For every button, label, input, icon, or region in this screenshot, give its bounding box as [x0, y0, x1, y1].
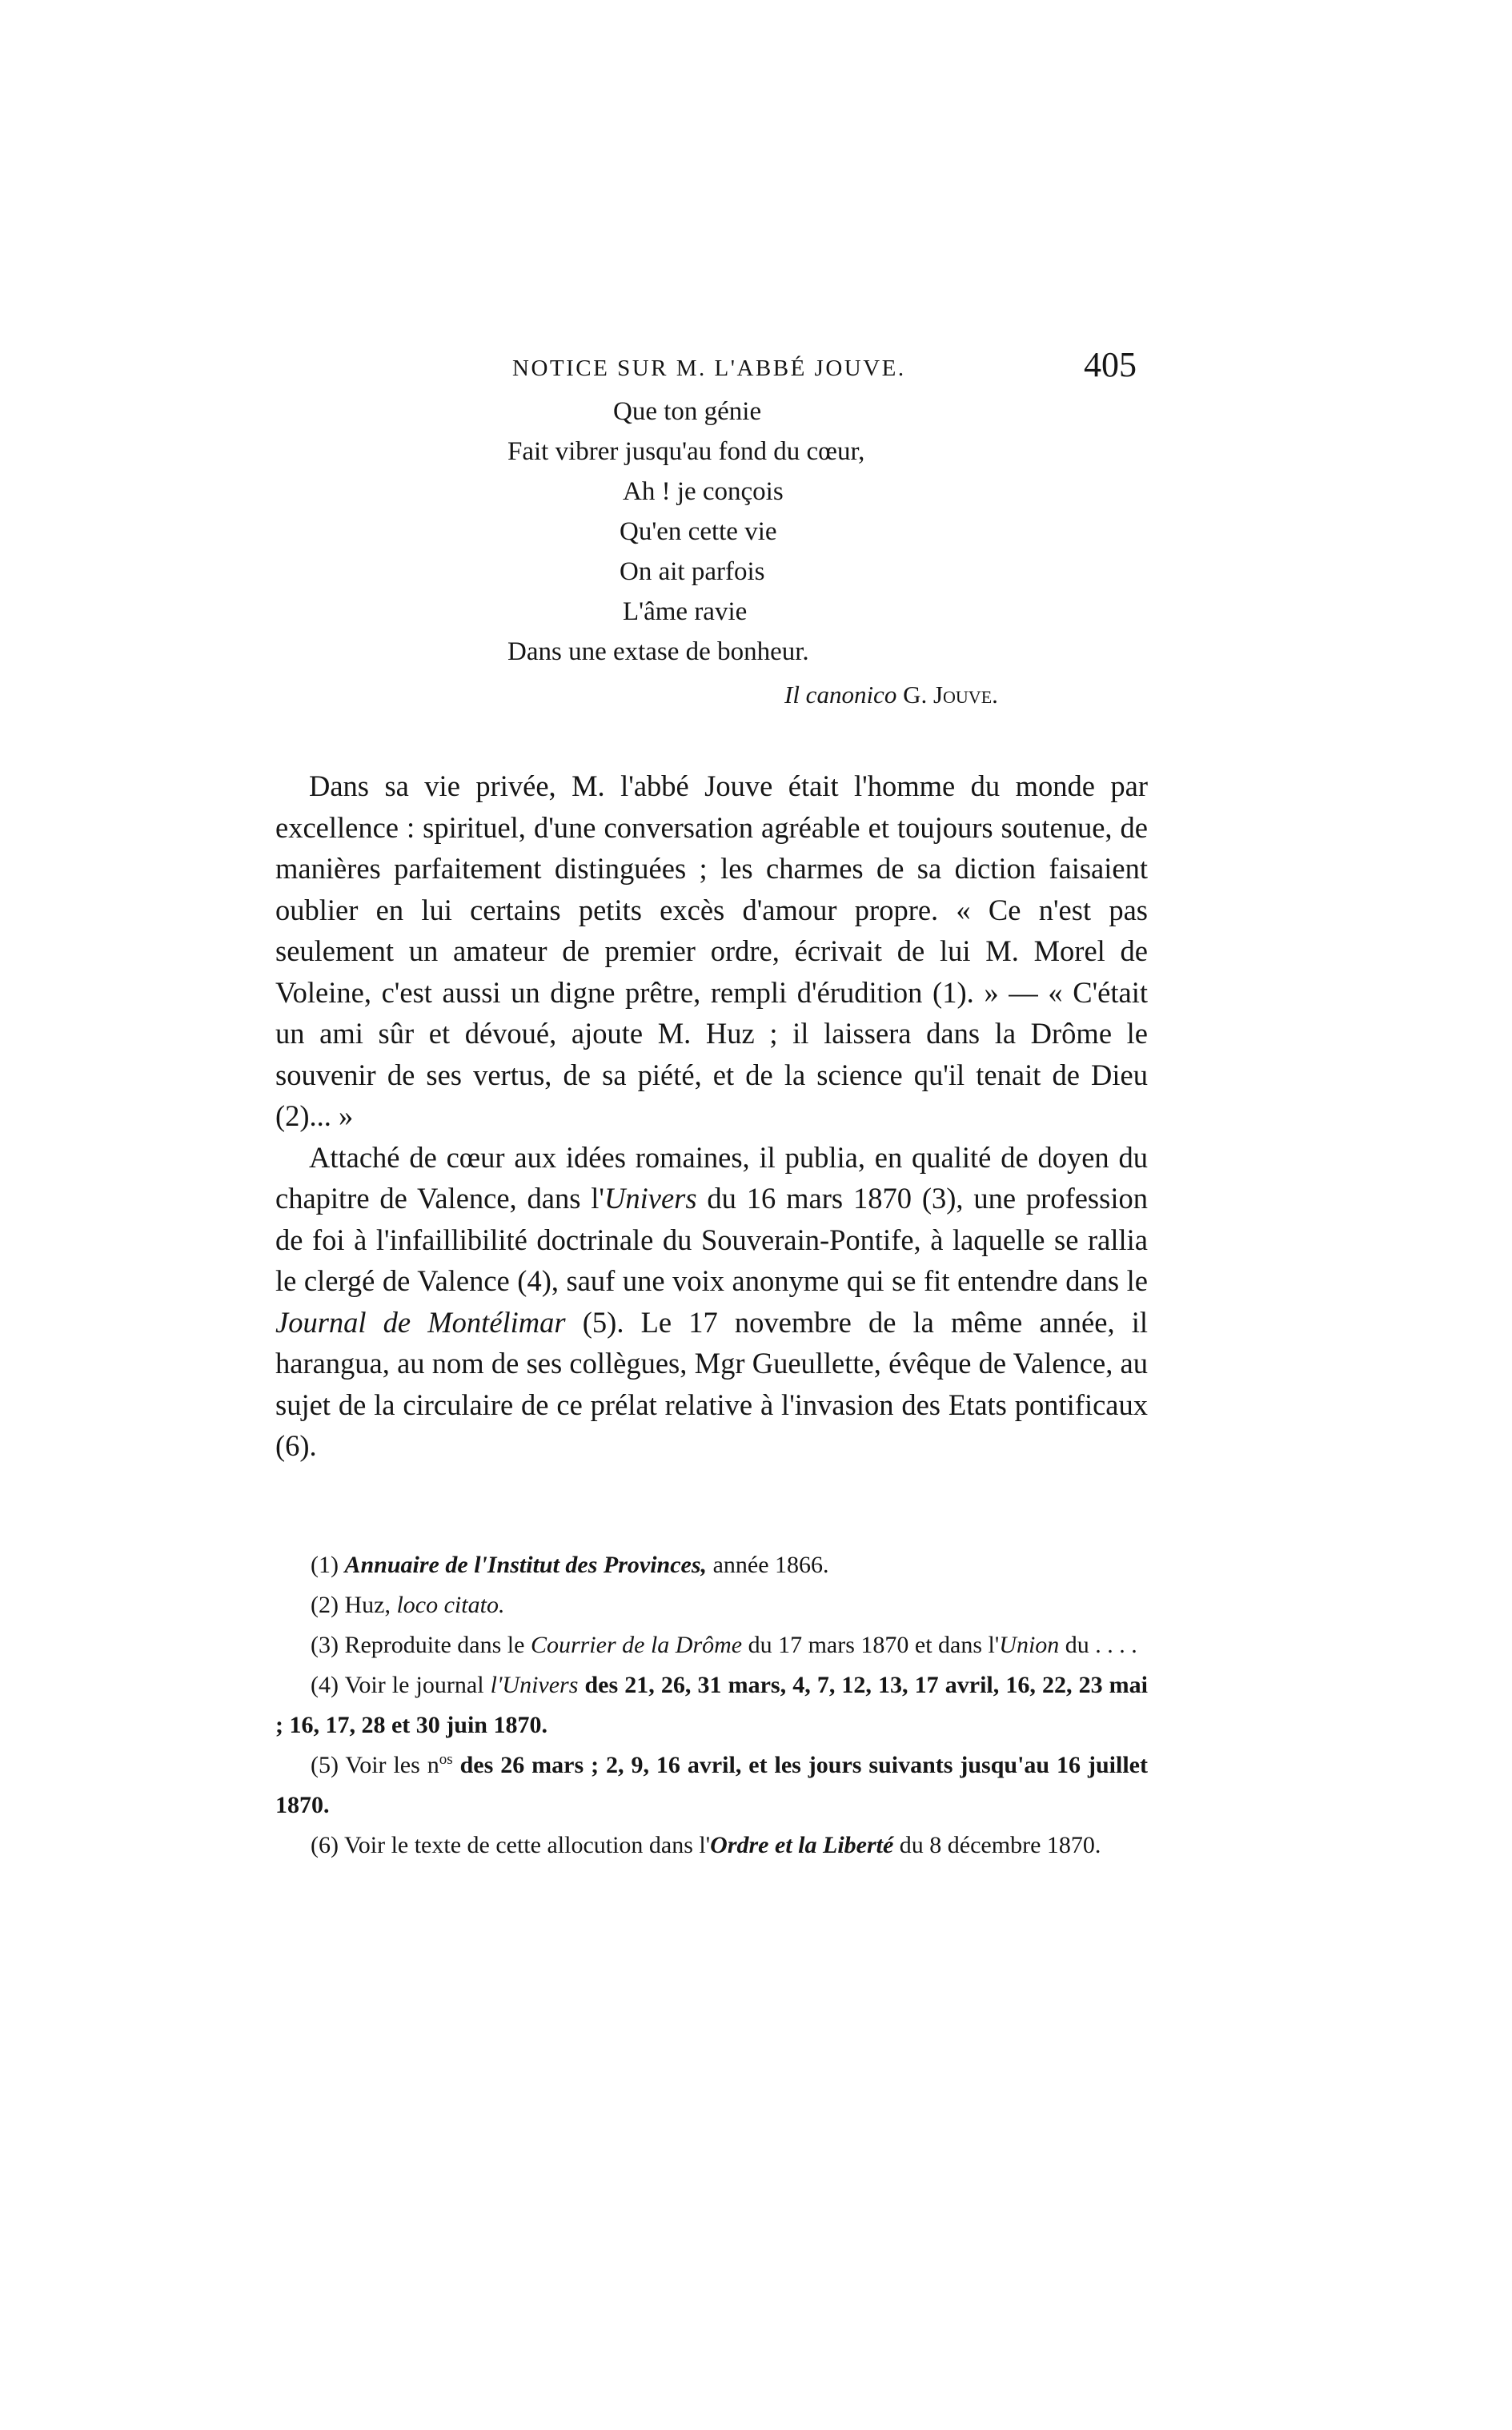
poem-line: Dans une extase de bonheur.: [507, 637, 809, 666]
poem-line: On ait parfois: [620, 557, 765, 586]
footnote-number: (5): [311, 1752, 346, 1778]
body-text: [275, 765, 1148, 1467]
footnote: [275, 1826, 1148, 1866]
footnote-text: des 26 mars ; 2, 9, 16 avril, et les jours suivants jusqu'au 16 juillet 1870.: [275, 1752, 1148, 1818]
footnote-text: des 21, 26, 31 mars, 4, 7, 12, 13, 17 avril, 16, 22, 23 mai ; 16, 17, 28 et 30 juin 1870.: [275, 1672, 1149, 1738]
footnote-text: Reproduite dans le: [344, 1632, 531, 1658]
footnote-superscript: os: [439, 1751, 453, 1768]
footnote-source: Courrier de la Drôme: [530, 1632, 743, 1658]
poem-line: Fait vibrer jusqu'au fond du cœur,: [507, 437, 865, 466]
paragraph: [275, 765, 1148, 1137]
footnote-text: du 17 mars 1870 et dans l': [742, 1632, 1000, 1658]
footnote-text: Voir les n: [345, 1752, 439, 1778]
paragraph-text: (5). Le 17 novembre de la même année, il harangua, au nom de ses collègues, Mgr Gueullette, évêque de Valence, au sujet de la circulaire de ce prélat relative à l'invasion des Etats pontificaux (6).: [275, 1305, 1148, 1462]
footnote-source: Union: [999, 1632, 1060, 1658]
paragraph-text: du 16 mars 1870 (3), une profession de foi à l'infaillibilité doctrinale du Souverain-Pontife, à laquelle se rallia le clergé de Valence (4), sauf une voix anonyme qui se fit entendre dans le: [275, 1182, 1148, 1297]
poem-line: Qu'en cette vie: [620, 517, 777, 546]
footnote-text: du 8 décembre 1870.: [893, 1832, 1101, 1858]
poem-line: Que ton génie: [613, 397, 762, 426]
paragraph-text: Dans sa vie privée, M. l'abbé Jouve était l'homme du monde par excellence : spirituel, d'une conversation agréable et toujours soutenue, de manières parfaitement distinguées ; les charmes de sa diction faisaient oublier en lui certains petits excès d'amour propre. « Ce n'est pas seulement un amateur de premier ordre, écrivait de lui M. Morel de Voleine, c'est aussi un digne prêtre, rempli d'érudition (1). » — « C'était un ami sûr et dévoué, ajoute M. Huz ; il laissera dans la Drôme le souvenir de ses vertus, de sa piété, et de la science qu'il tenait de Dieu (2)... »: [275, 769, 1148, 1132]
footnote: [275, 1585, 1148, 1625]
paragraph-text: Attaché de cœur aux idées romaines, il publia, en qualité de doyen du chapitre de Valence, dans l': [275, 1140, 1148, 1215]
footnote-text: année 1866.: [707, 1552, 829, 1578]
footnote-text: Huz,: [344, 1592, 397, 1618]
footnote: [275, 1745, 1148, 1826]
footnote-text: Voir le texte de cette allocution dans l': [343, 1832, 711, 1858]
poem-line: L'âme ravie: [623, 597, 748, 626]
footnote-number: (4): [311, 1672, 345, 1698]
footnote-source: l'Univers: [490, 1672, 579, 1698]
footnotes: [275, 1545, 1148, 1866]
footnote-source: Ordre et la Liberté: [710, 1832, 894, 1858]
page-number: 405: [1084, 345, 1137, 384]
footnote-text: du . . . .: [1059, 1632, 1137, 1658]
running-title: NOTICE SUR M. L'ABBÉ JOUVE.: [512, 355, 906, 381]
footnote: [275, 1625, 1148, 1665]
footnote-number: (1): [311, 1552, 345, 1578]
footnote: [275, 1665, 1148, 1745]
paragraph: [275, 1137, 1148, 1467]
footnote: [275, 1545, 1148, 1585]
footnote-text: Voir le journal: [344, 1672, 491, 1698]
journal-title: Journal de Montélimar: [275, 1305, 566, 1339]
footnote-number: (6): [311, 1832, 344, 1858]
footnote-source: loco citato.: [396, 1592, 505, 1618]
attribution-title: Il canonico: [784, 681, 897, 709]
poem-line: Ah ! je conçois: [623, 477, 784, 506]
journal-title: Univers: [604, 1182, 697, 1215]
footnote-number: (3): [311, 1632, 345, 1658]
footnote-number: (2): [311, 1592, 345, 1618]
attribution-author: G. Jouve.: [903, 681, 998, 709]
footnote-source: Annuaire de l'Institut des Provinces,: [344, 1552, 708, 1578]
poem-attribution: [784, 681, 998, 709]
running-head: [512, 344, 1137, 392]
